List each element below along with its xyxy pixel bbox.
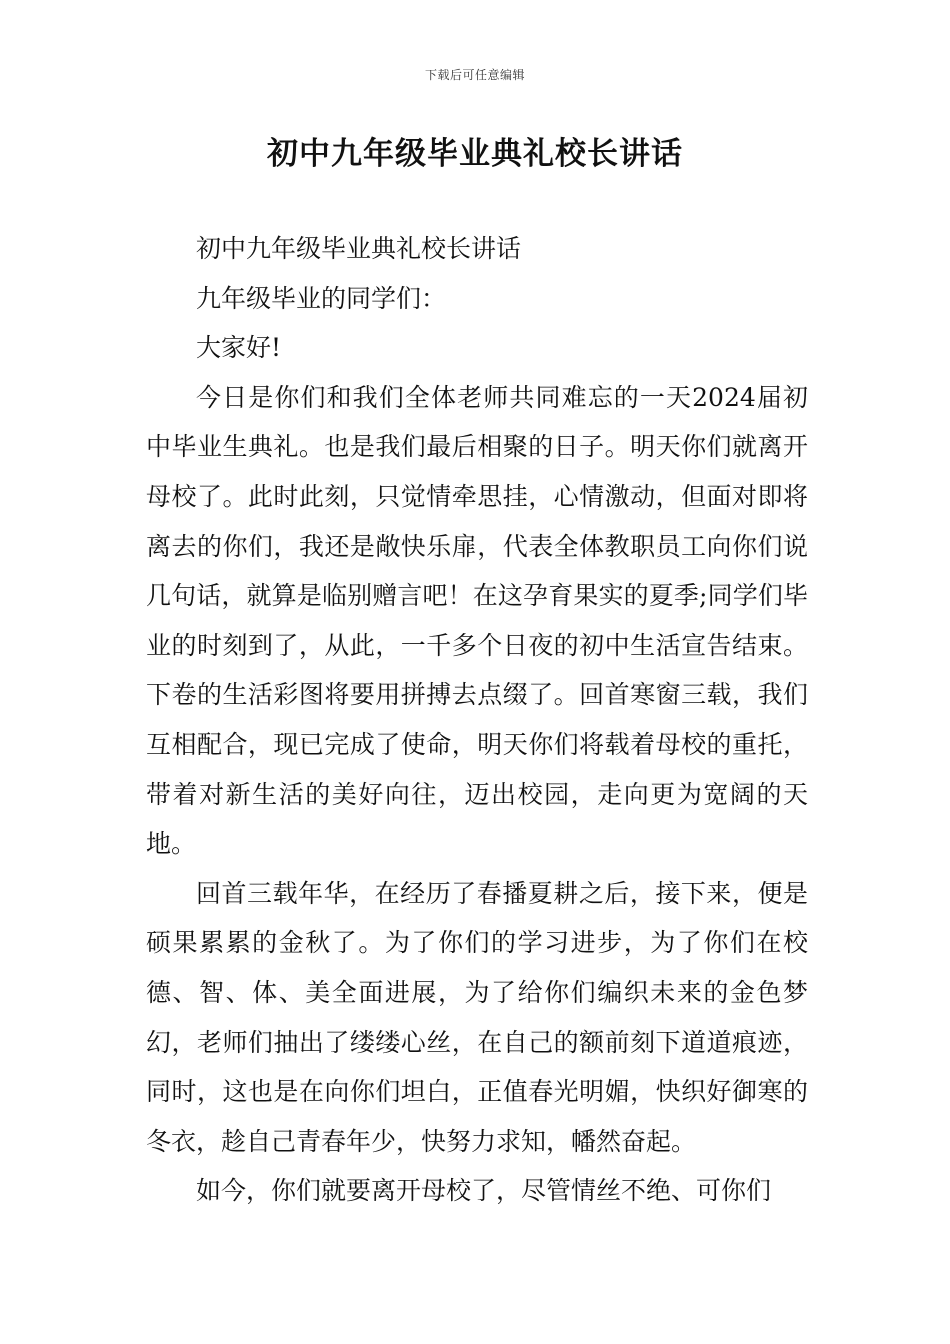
paragraph-body-2: 回首三载年华，在经历了春播夏耕之后，接下来，便是硕果累累的金秋了。为了你们的学习进步，为了你们在校德、智、体、美全面进展，为了给你们编织未来的金色梦幻，老师们抽出了缕缕心丝，在自己的额前刻下道道痕迹，同时，这也是在向你们坦白，正值春光明媚，快织好御寒的冬衣，趁自己青春年少，快努力求知，幡然奋起。	[146, 878, 808, 1156]
document-body	[146, 224, 808, 1216]
paragraph-salutation: 九年级毕业的同学们：	[196, 283, 447, 313]
paragraph-greeting: 大家好!	[196, 333, 282, 363]
paragraph-body-1: 今日是你们和我们全体老师共同难忘的一天2024届初中毕业生典礼。也是我们最后相聚的日子。明天你们就离开母校了。此时此刻，只觉情牵思挂，心情激动，但面对即将离去的你们，我还是敞快乐扉，代表全体教职员工向你们说几句话，就算是临别赠言吧！在这孕育果实的夏季;同学们毕业的时刻到了，从此，一千多个日夜的初中生活宣告结束。下卷的生活彩图将要用拼搏去点缀了。回首寒窗三载，我们互相配合，现已完成了使命，明天你们将载着母校的重托，带着对新生活的美好向往，迈出校园，走向更为宽阔的天地。	[146, 382, 808, 859]
paragraph-heading: 初中九年级毕业典礼校长讲话	[196, 234, 522, 263]
header-note: 下载后可任意编辑	[424, 68, 525, 82]
document-title: 初中九年级毕业典礼校长讲话	[267, 136, 683, 172]
paragraph-body-3: 如今，你们就要离开母校了，尽管情丝不绝、可你们	[196, 1176, 772, 1206]
